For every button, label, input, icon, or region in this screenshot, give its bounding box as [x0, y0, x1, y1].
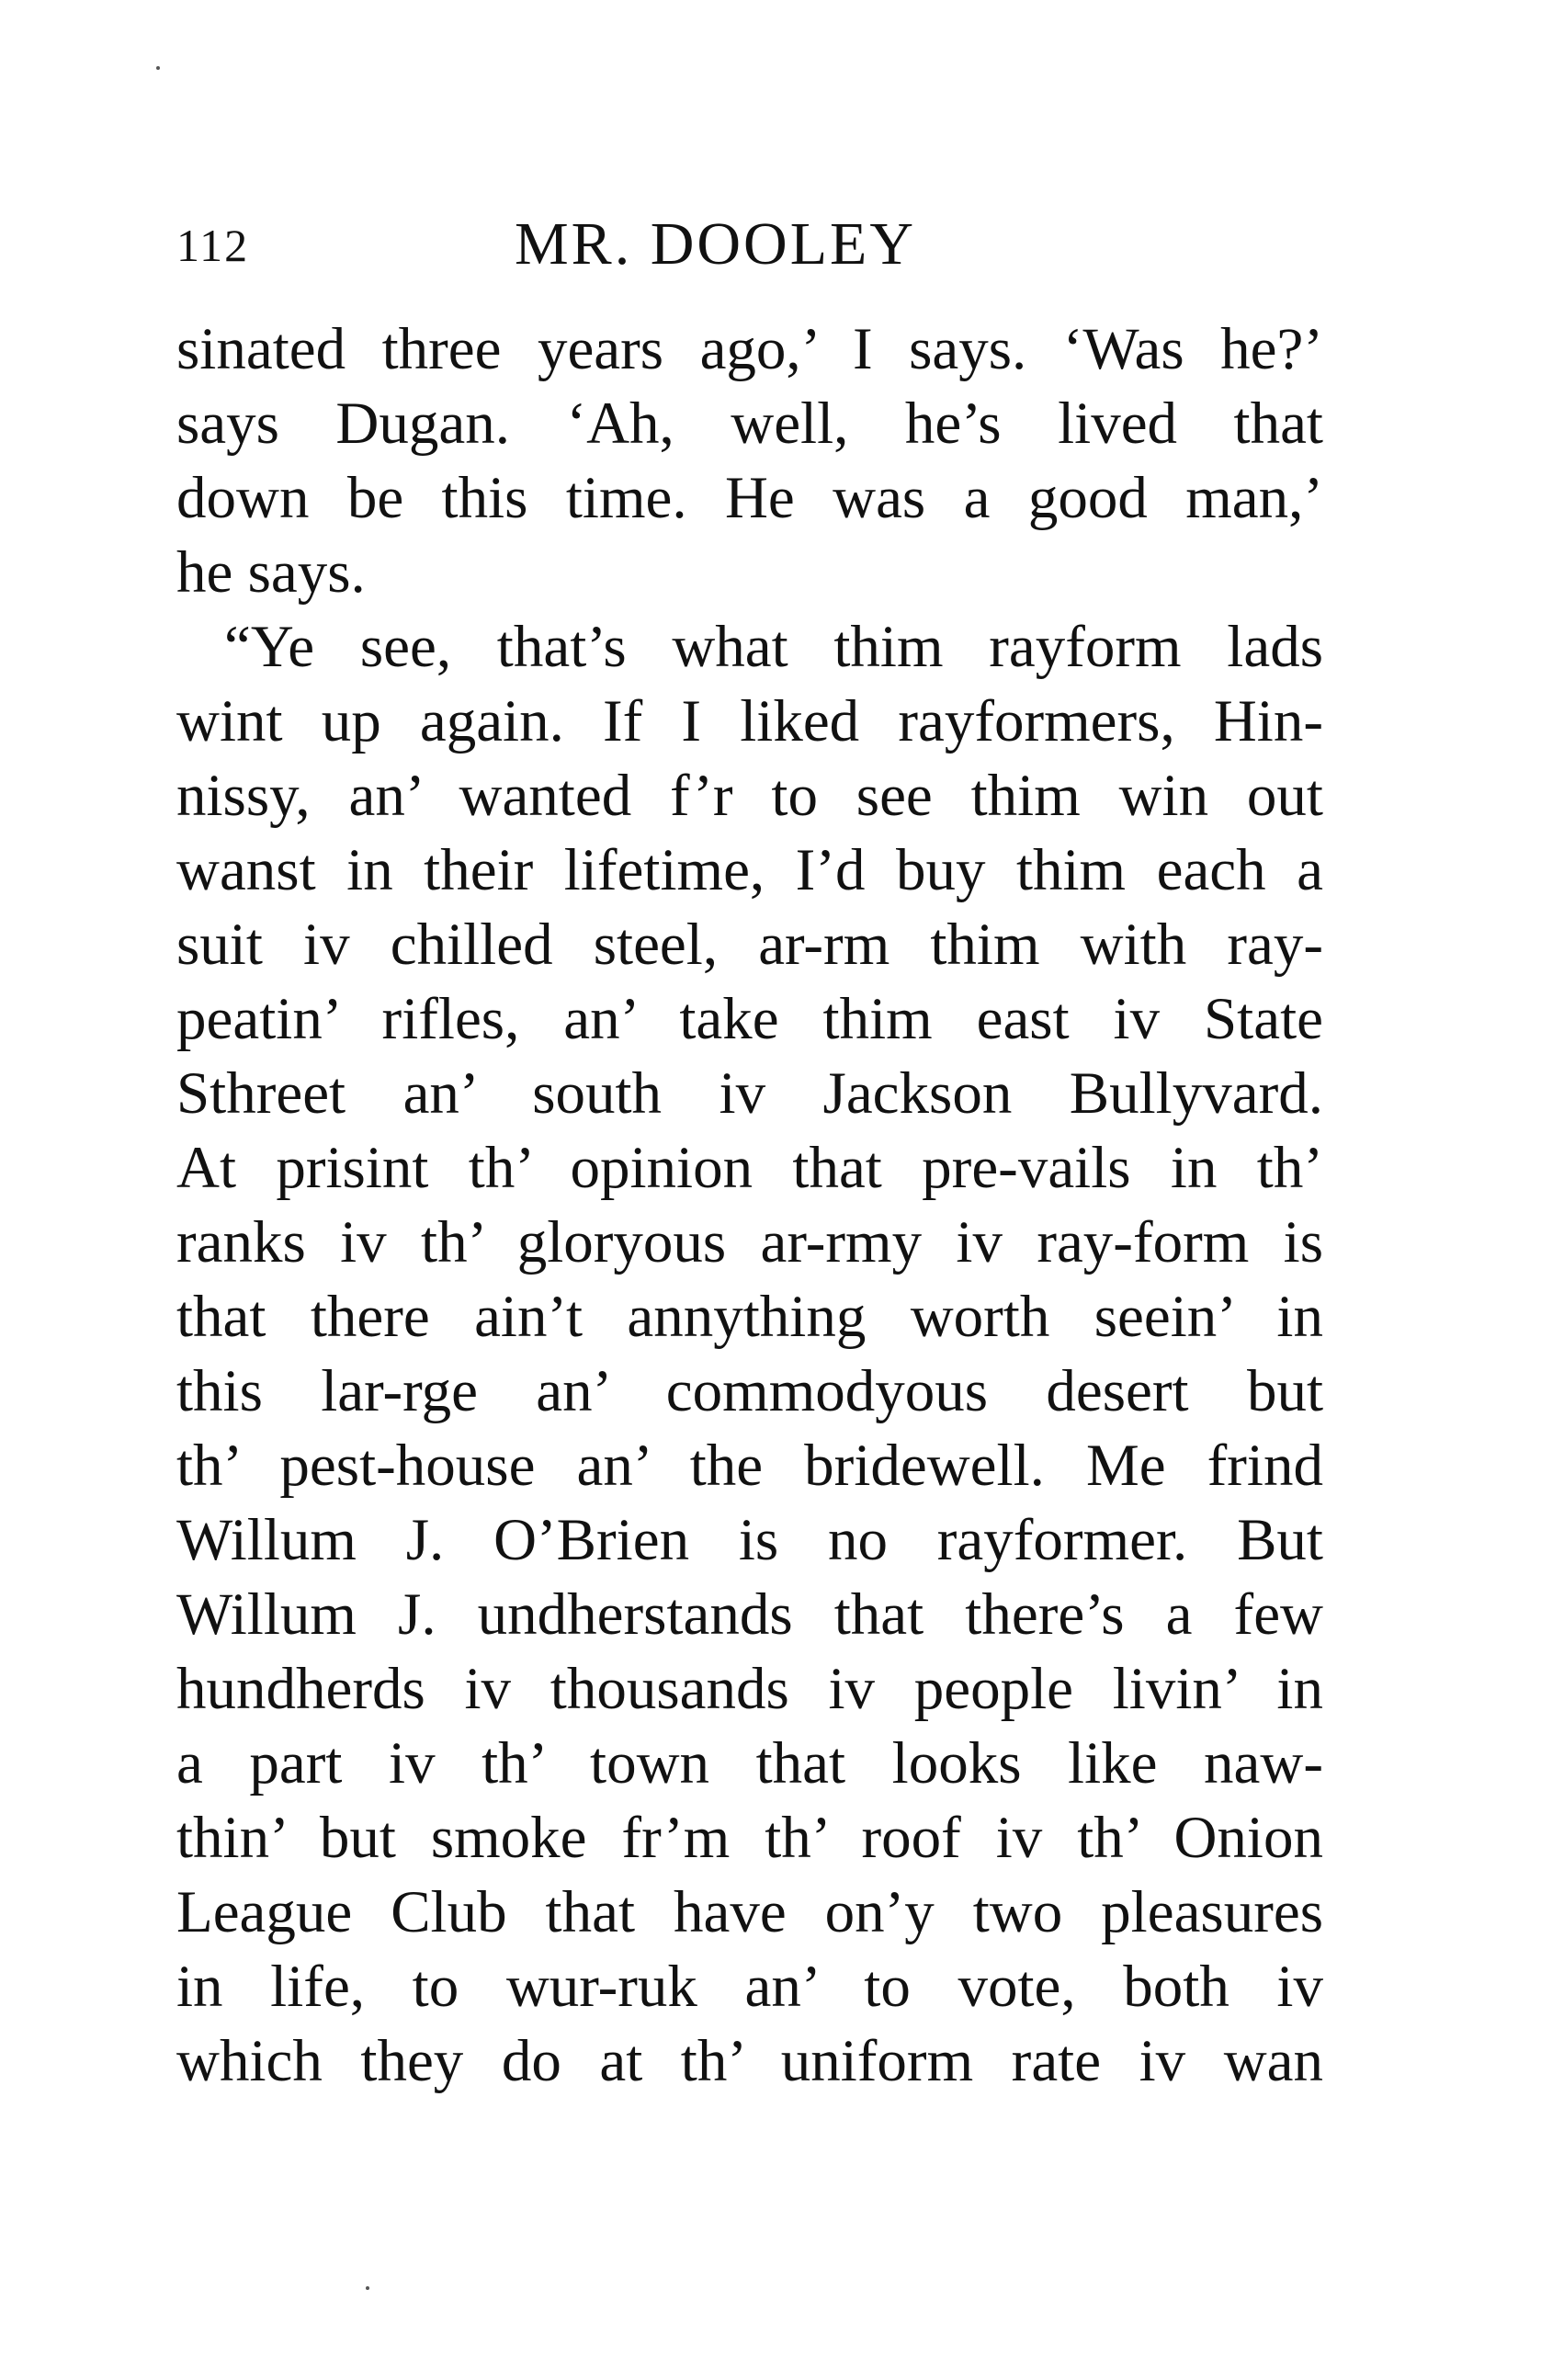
text-line: down be this time. He was a good man,’: [176, 465, 1323, 531]
text-line: League Club that have on’y two pleasures: [176, 1879, 1323, 1945]
text-line: Willum J. undherstands that there’s a few: [176, 1581, 1323, 1648]
text-line: this lar-rge an’ commodyous desert but: [176, 1358, 1323, 1424]
text-line: which they do at th’ uniform rate iv wan: [176, 2028, 1323, 2094]
body-text: [176, 312, 1323, 2099]
text-line: nissy, an’ wanted f’r to see thim win out: [176, 763, 1323, 829]
paper-speck: [156, 66, 160, 70]
page-number: 112: [176, 220, 250, 271]
text-line: a part iv th’ town that looks like naw-: [176, 1730, 1323, 1796]
paper-speck: [366, 2286, 369, 2290]
text-line: hundherds iv thousands iv people livin’ in: [176, 1656, 1323, 1722]
page-header: [176, 210, 1325, 292]
text-line: sinated three years ago,’ I says. ‘Was he?’: [176, 316, 1323, 382]
text-line: wanst in their lifetime, I’d buy thim each a: [176, 837, 1323, 903]
text-line: that there ain’t annything worth seein’ in: [176, 1284, 1323, 1350]
text-line: thin’ but smoke fr’m th’ roof iv th’ Onion: [176, 1805, 1323, 1871]
text-line: Willum J. O’Brien is no rayformer. But: [176, 1507, 1323, 1573]
text-line: he says.: [176, 539, 366, 606]
text-line: At prisint th’ opinion that pre-vails in th’: [176, 1135, 1323, 1201]
text-line: in life, to wur-ruk an’ to vote, both iv: [176, 1954, 1323, 2020]
text-line: suit iv chilled steel, ar-rm thim with ray-: [176, 912, 1323, 978]
text-line: peatin’ rifles, an’ take thim east iv State: [176, 986, 1323, 1052]
text-line: “Ye see, that’s what thim rayform lads: [224, 614, 1323, 680]
text-line: says Dugan. ‘Ah, well, he’s lived that: [176, 391, 1323, 457]
text-line: Sthreet an’ south iv Jackson Bullyvard.: [176, 1060, 1323, 1127]
running-title: MR. DOOLEY: [515, 210, 916, 278]
text-line: ranks iv th’ gloryous ar-rmy iv ray-form is: [176, 1209, 1323, 1275]
text-line: wint up again. If I liked rayformers, Hin-: [176, 688, 1323, 754]
text-line: th’ pest-house an’ the bridewell. Me frind: [176, 1433, 1323, 1499]
